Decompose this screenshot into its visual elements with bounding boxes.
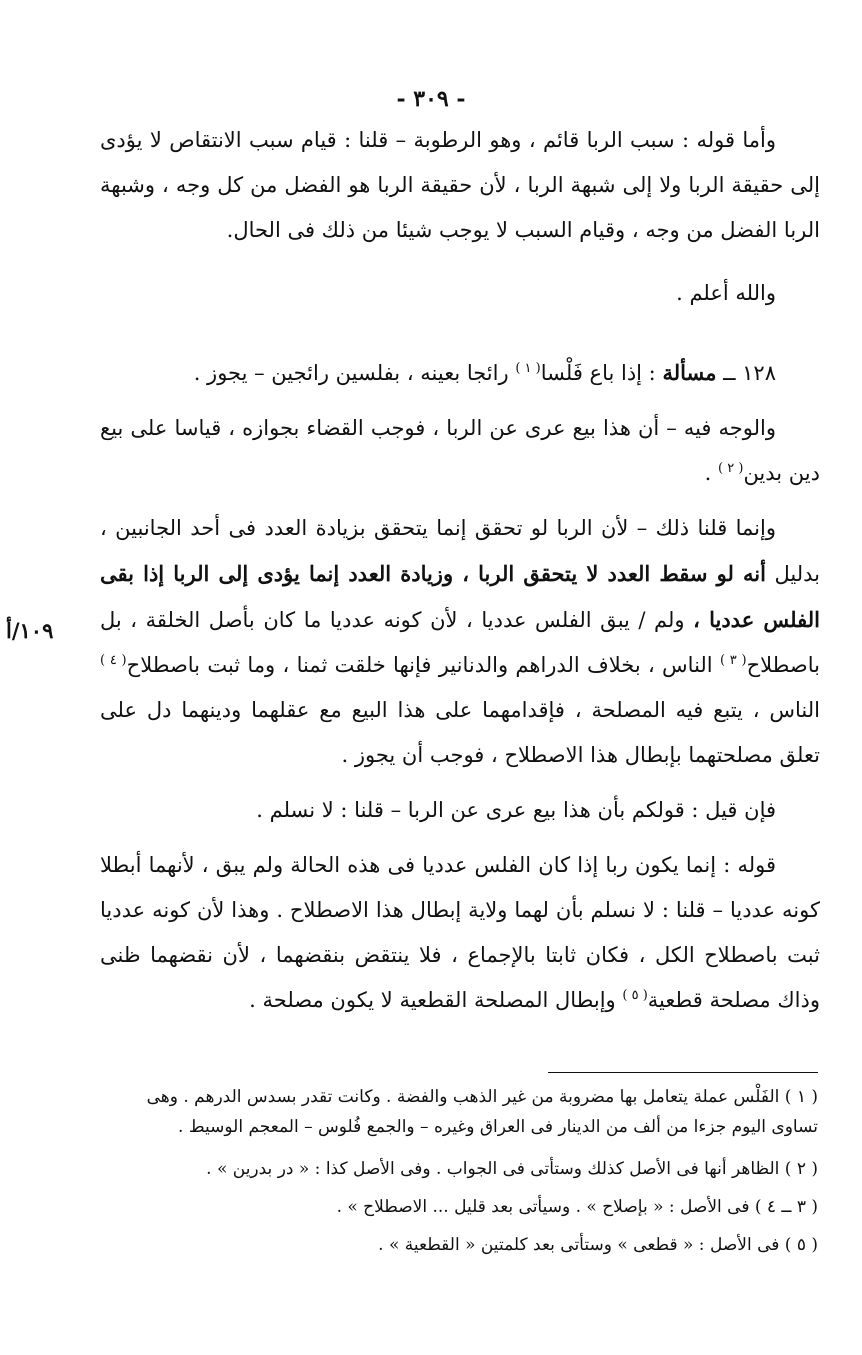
footnote-divider [548,1072,818,1073]
reasoning-text-a: والوجه فيه – أن هذا بيع عرى عن الربا ، فوجب القضاء بجوازه ، قياسا على بيع دين بدين [100,416,820,485]
issue-number: ١٢٨ ــ [723,361,776,385]
explanation-text-c: الناس ، بخلاف الدراهم والدنانير فإنها خلقت ثمنا ، وما ثبت باصطلاح [126,653,720,677]
explanation-text-b: ولم / يبق الفلس عدديا ، لأن كونه عدديا ما كان بأصل الخلقة ، بل باصطلاح [100,608,820,677]
footnote-ref-4: ( ٤ ) [100,653,127,668]
footnote-ref-1: ( ١ ) [515,361,541,376]
footnote-ref-5: ( ٥ ) [622,988,648,1003]
footnote-2: ( ٢ ) الظاهر أنها فى الأصل كذلك وستأتى فى الجواب . وفى الأصل كذا : « در بدرين » . [206,1159,818,1179]
paragraph-reply [100,843,820,1023]
explanation-bold-text: أنه لو سقط العدد لا يتحقق الربا ، وزيادة العدد إنما يؤدى إلى الربا إذا بقى الفلس عدديا ، [100,561,820,632]
paragraph-closing: والله أعلم . [676,281,776,305]
footnotes [98,1082,818,1268]
footnote-5: ( ٥ ) فى الأصل : « قطعى » وستأتى بعد كلمتين « القطعية » . [378,1235,818,1255]
margin-folio-note: ١٠٩/أ [6,618,54,643]
main-text [100,118,820,1023]
paragraph-reasoning [100,406,820,496]
footnote-ref-2: ( ٢ ) [718,461,744,476]
issue-text-a: : إذا باع فَلْسا [540,361,663,385]
issue-label: مسألة [662,360,717,385]
explanation-text-d: الناس ، يتبع فيه المصلحة ، فإقدامهما على هذا البيع مع عقلهما ودينهما دل على تعلق مصلحتهما بإبطال هذا الاصطلاح ، فوجب أن يجوز . [100,698,820,767]
paragraph-issue-128 [100,350,820,396]
issue-text-b: رائجا بعينه ، بفلسين رائجين – يجوز . [193,361,516,385]
paragraph-objection: فإن قيل : قولكم بأن هذا بيع عرى عن الربا – قلنا : لا نسلم . [256,798,776,822]
footnote-3-4: ( ٣ ــ ٤ ) فى الأصل : « بإصلاح » . وسيأتى بعد قليل ... الاصطلاح » . [336,1197,818,1217]
paragraph-1: وأما قوله : سبب الربا قائم ، وهو الرطوبة – قلنا : قيام سبب الانتقاص لا يؤدى إلى حقيقة الربا ولا إلى شبهة الربا ، لأن حقيقة الربا هو الفضل من كل وجه ، وشبهة الربا الفضل من وجه ، وقيام السبب لا يوجب شيئا من ذلك فى الحال. [100,128,820,242]
explanation-text-a: وإنما قلنا ذلك – لأن الربا لو تحقق إنما يتحقق بزيادة العدد فى أحد الجانبين ، بدليل [100,516,820,586]
paragraph-explanation [100,506,820,778]
reply-text-b: وإبطال المصلحة القطعية لا يكون مصلحة . [249,988,623,1012]
footnote-ref-3: ( ٣ ) [719,653,747,668]
page-number: - ٣٠٩ - [396,86,466,112]
reasoning-text-b: . [704,461,719,485]
reply-text-a: قوله : إنما يكون ربا إذا كان الفلس عدديا فى هذه الحالة ولم يبق ، لأنهما أبطلا كونه عدديا – قلنا : لا نسلم بأن لهما ولاية إبطال هذا الاصطلاح . وهذا لأن كونه عدديا ثبت باصطلاح الكل ، فكان ثابتا بالإجماع ، فلا ينتقض بنقضهما ، لأن نقضهما ظنى وذاك مصلحة قطعية [100,853,820,1012]
footnote-1: ( ١ ) الفَلْس عملة يتعامل بها مضروبة من غير الذهب والفضة . وكانت تقدر بسدس الدرهم . وهى تساوى اليوم جزءا من ألف من الدينار فى العراق وغيره – والجمع فُلوس – المعجم الوسيط . [146,1087,818,1137]
